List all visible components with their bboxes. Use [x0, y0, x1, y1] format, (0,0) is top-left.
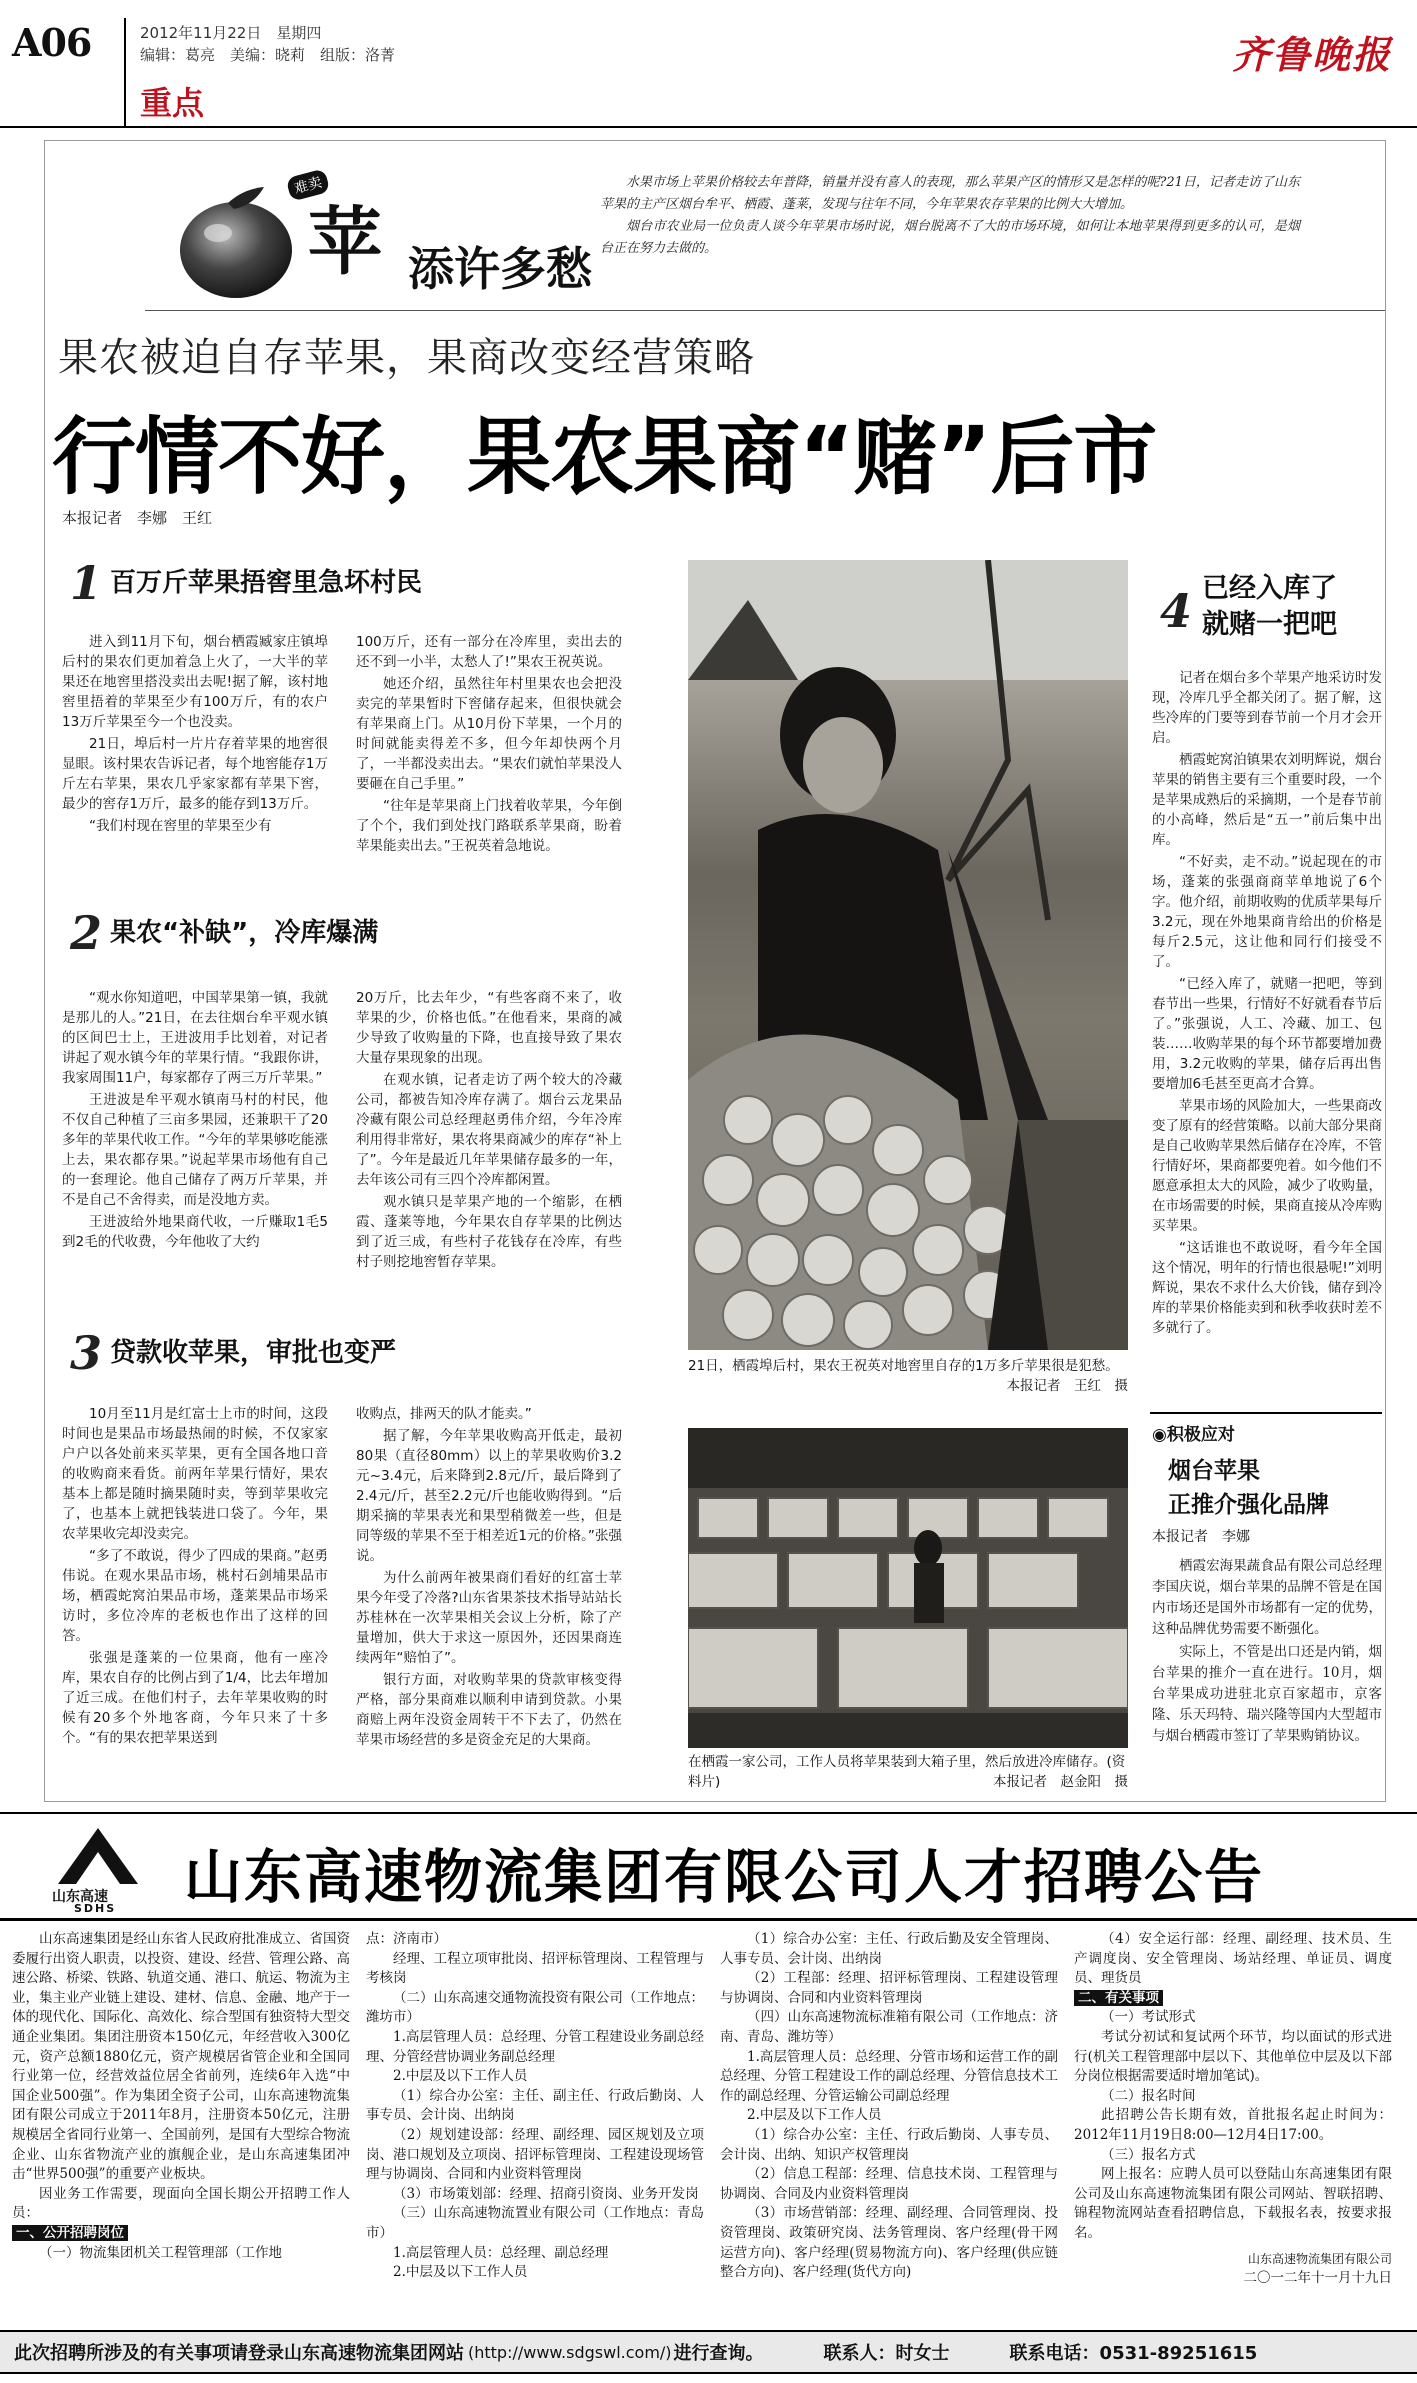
ad-para: （一）物流集团机关工程管理部（工作地: [39, 2244, 282, 2261]
section-4-title-line-2: 就赌一把吧: [1202, 609, 1337, 640]
section-2-col-2: [356, 988, 622, 1274]
section-2-col-1: [62, 988, 328, 1254]
ad-top-rule: [0, 1812, 1417, 1814]
ad-sign-date: 二〇一二年十一月十九日: [1243, 2270, 1392, 2287]
ad-para: 此招聘公告长期有效，首批报名起止时间为：2012年11月19日8:00—12月4日17:00。: [1074, 2107, 1392, 2143]
section-4-title-line-1: 已经入库了: [1202, 573, 1337, 604]
caption-credit: 本报记者 王红 摄: [1006, 1378, 1128, 1394]
paragraph: 观水镇只是苹果产地的一个缩影，在栖霞、蓬莱等地，今年果农自存苹果的比例达到了近三成，有些村子花钱存在冷库，有些村子则挖地窖暂存苹果。: [356, 1194, 622, 1270]
series-title-char: 苹: [308, 199, 382, 285]
section-3-title: 贷款收苹果，审批也变严: [110, 1338, 397, 1368]
ad-para: （三）山东高速物流置业有限公司（工作地点：青岛市）: [366, 2205, 704, 2241]
ad-para: 2.中层及以下工作人员: [393, 2264, 528, 2281]
page-number: A06: [12, 20, 92, 65]
series-rule: [145, 310, 1385, 311]
ad-para: （二）报名时间: [1101, 2087, 1196, 2104]
paragraph: 张强是蓬莱的一位果商，他有一座冷库，果农自存的比例占到了1/4，比去年增加了近三成。在他们村子，去年苹果收购的时候有20多个外地客商，今年只来了十多个。“有的果农把苹果送到: [62, 1650, 328, 1746]
date-text: 2012年11月22日: [140, 24, 262, 42]
ad-para: 1.高层管理人员：总经理、分管市场和运营工作的副总经理、分管工程建设工作的副总经理、分管信息技术工作的副总经理、分管运输公司副总经理: [720, 2048, 1058, 2104]
ad-col-4: [1074, 1930, 1392, 2289]
paragraph: 王进波是牟平观水镇南马村的村民，他不仅自己种植了三亩多果园，还兼职干了20多年的苹果代收工作。“今年的苹果够吃能涨上去，果农都存果。”说起苹果市场他有自己的一套理论。他自己储存了两万斤苹果，并不是自己不舍得卖，而是没地方卖。: [62, 1092, 328, 1208]
article-byline: 本报记者 李娜 王红: [62, 509, 213, 527]
sdhs-logo: [48, 1826, 148, 1916]
footer-contact: 联系人：时女士: [823, 2343, 950, 2364]
article-kicker: 果农被迫自存苹果，果商改变经营策略: [58, 335, 755, 381]
ad-para: （2）工程部：经理、招评标管理岗、工程建设管理与协调岗、合同和内业资料管理岗: [720, 1970, 1058, 2006]
ad-subheading: [1074, 1989, 1392, 2009]
photo-illustration: [688, 1428, 1128, 1748]
series-badge: 难卖: [286, 168, 331, 202]
section-3-number: 3: [70, 1326, 103, 1380]
masthead-rule: [0, 126, 1417, 128]
ad-para: 2.中层及以下工作人员: [747, 2107, 882, 2124]
sidebar-bullet-icon: ◉: [1152, 1425, 1167, 1445]
paragraph: 收购点，排两天的队才能卖。”: [356, 1406, 532, 1422]
sidebar-title-line-2: 正推介强化品牌: [1168, 1492, 1329, 1518]
footer-mid-text: 进行查询。: [673, 2343, 764, 2364]
paragraph: “已经入库了，就赌一把吧，等到春节出一些果，行情好不好就看春节后了。”张强说，人工、冷藏、加工、包装……收购苹果的每个环节都要增加费用，3.2元收购的苹果，储存后再出售要增加6毛甚至更高才合算。: [1152, 976, 1382, 1092]
ad-para: 因业务工作需要，现面向全国长期公开招聘工作人员：: [12, 2185, 350, 2222]
sidebar-label-text: 积极应对: [1166, 1425, 1235, 1445]
section-2-title: 果农“补缺”，冷库爆满: [110, 918, 379, 948]
ad-para: （3）市场策划部：经理、招商引资岗、业务开发岗: [393, 2185, 699, 2202]
section-4-col: [1152, 668, 1382, 1340]
ad-para: （三）报名方式: [1101, 2146, 1196, 2163]
paragraph: 她还介绍，虽然往年村里果农也会把没卖完的苹果暂时下窖储存起来，但很快就会有苹果商上门。从10月份下苹果，一个月的时间就能卖得差不多，但今年却快两个月了，一半都没卖出去。“果农们就怕苹果没人要砸在自己手里。”: [356, 676, 622, 792]
ad-para: 1.高层管理人员：总经理、副总经理: [393, 2244, 609, 2261]
newspaper-logo: 齐鲁晚报: [1232, 32, 1393, 77]
section-1-col-2: [356, 632, 622, 858]
caption-credit: 本报记者 赵金阳 摄: [993, 1774, 1128, 1790]
ad-col-1: [12, 1930, 350, 2263]
ad-para: 网上报名：应聘人员可以登陆山东高速集团有限公司及山东高速物流集团有限公司网站、智联招聘、锦程物流网站查看招聘信息，下载报名表，按要求报名。: [1074, 2166, 1392, 2241]
photo-illustration: [688, 560, 1128, 1350]
ad-title-rule: [0, 1918, 1417, 1921]
masthead-divider: [124, 18, 126, 126]
ad-col-2: [366, 1930, 704, 2283]
ad-para: 点：济南市）: [366, 1931, 447, 1947]
ad-para: （1）综合办公室：主任、行政后勤及安全管理岗、人事专员、会计岗、出纳岗: [720, 1931, 1058, 1967]
section-1-number: 1: [70, 556, 103, 610]
footer-phone: 联系电话：0531-89251615: [1009, 2343, 1258, 2364]
paragraph: 银行方面，对收购苹果的贷款审核变得严格，部分果商难以顺利申请到贷款。小果商赔上两年没资金周转干不下去了，仍然在苹果市场经营的多是资金充足的大果商。: [356, 1672, 622, 1748]
ad-para: （2）信息工程部：经理、信息技术岗、工程管理与协调岗、合同及内业资料管理岗: [720, 2166, 1058, 2202]
intro-para-2: 烟台市农业局一位负责人谈今年苹果市场时说，烟台脱离不了大的市场环境，如何让本地苹果得到更多的认可，是烟台正在努力去做的。: [600, 219, 1300, 256]
logo-en: SDHS: [74, 1902, 117, 1915]
series-logo: [168, 165, 608, 305]
photo-farmer-with-apples: [688, 560, 1128, 1350]
ad-para: 经理、工程立项审批岗、招评标管理岗、工程管理与考核岗: [366, 1950, 704, 1987]
paragraph: 在观水镇，记者走访了两个较大的冷藏公司，都被告知冷库存满了。烟台云龙果品冷藏有限公司总经理赵勇伟介绍，今年冷库利用得非常好，果农将果商减少的库存“补上了”。今年是最近几年苹果储存最多的一年，去年该公司有三四个冷库都闲置。: [356, 1072, 622, 1188]
ad-footer: [0, 2330, 1417, 2374]
sidebar-body: [1152, 1556, 1382, 1749]
ad-para: 1.高层管理人员：总经理、分管工程建设业务副总经理、分管经营协调业务副总经理: [366, 2028, 704, 2065]
section-4-number: 4: [1160, 584, 1193, 638]
paragraph: “观水你知道吧，中国苹果第一镇，我就是那儿的人。”21日，在去往烟台牟平观水镇的区间巴士上，王进波用手比划着，对记者讲起了观水镇今年的苹果行情。“我跟你讲，我家周围11户，每家都存了两三万斤苹果。”: [62, 990, 328, 1086]
ad-heading-2: 二、有关事项: [1074, 1990, 1163, 2006]
photo-2-caption: [688, 1752, 1128, 1792]
footer-url-link[interactable]: (http://www.sdgswl.com/): [468, 2342, 672, 2362]
paragraph: 10月至11月是红富士上市的时间，这段时间也是果品市场最热闹的时候，不仅家家户户以各处前来买苹果，更有全国各地口音的收购商来看货。前两年苹果行情好，果农基本上都是随时摘果随时卖，等到苹果收完了，也基本上就把钱装进口袋了。今年，果农苹果收完却没卖完。: [62, 1406, 328, 1542]
paragraph: 苹果市场的风险加大，一些果商改变了原有的经营策略。以前大部分果商是自己收购苹果然后储存在冷库，不管行情好坏，果商都要兜着。如今他们不愿意承担太大的风险，减少了收购量，在市场需要的时候，果商直接从冷库购买苹果。: [1152, 1098, 1382, 1234]
paragraph: 栖霞蛇窝泊镇果农刘明辉说，烟台苹果的销售主要有三个重要时段，一个是苹果成熟后的采摘期，一个是春节前的小高峰，然后是“五一”前后集中出库。: [1152, 752, 1382, 848]
logo-text: 山东高速: [52, 1889, 108, 1905]
ad-para: （四）山东高速物流标准箱有限公司（工作地点：济南、青岛、潍坊等）: [720, 2009, 1058, 2045]
sidebar-label: [1152, 1420, 1235, 1445]
section-1-title: 百万斤苹果捂窖里急坏村民: [110, 568, 423, 598]
caption-text: 21日，栖霞埠后村，果农王祝英对地窖里自存的1万多斤苹果很是犯愁。: [688, 1358, 1119, 1374]
ad-para: （二）山东高速交通物流投资有限公司（工作地点：潍坊市）: [366, 1989, 704, 2026]
issue-date: [140, 22, 321, 43]
ad-subheading: [12, 2224, 350, 2244]
sidebar-byline: 本报记者 李娜: [1152, 1529, 1250, 1545]
section-1-col-1: [62, 632, 328, 838]
paragraph: 记者在烟台多个苹果产地采访时发现，冷库几乎全都关闭了。据了解，这些冷库的门要等到春节前一个月才会开启。: [1152, 670, 1382, 746]
paragraph: “多了不敢说，得少了四成的果商。”赵勇伟说。在观水果品市场，桃村石剑埔果品市场，栖霞蛇窝泊果品市场，蓬莱果品市场采访时，多位冷库的老板也作出了这样的回答。: [62, 1548, 328, 1644]
paragraph: 为什么前两年被果商们看好的红富士苹果今年受了冷落?山东省果茶技术指导站站长苏桂林在一次苹果相关会议上分析，除了产量增加，供大于求这一原因外，还因果商连续两年“赔怕了”。: [356, 1570, 622, 1666]
photo-1-caption: [688, 1356, 1128, 1396]
paragraph: 20万斤，比去年少，“有些客商不来了，收苹果的少，价格也低。”在他看来，果商的减少导致了收购量的下降，也直接导致了果农大量存果现象的出现。: [356, 990, 622, 1066]
intro-para-1: 水果市场上苹果价格较去年普降，销量并没有喜人的表现，那么苹果产区的情形又是怎样的呢?21日，记者走访了山东苹果的主产区烟台牟平、栖霞、蓬莱，发现与往年不同，今年苹果农存苹果的比例大大增加。: [600, 175, 1300, 212]
paragraph: 进入到11月下旬，烟台栖霞臧家庄镇埠后村的果农们更加着急上火了，一大半的苹果还在地窖里搭没卖出去呢!据了解，该村地窖里捂着的苹果至少有100万斤，有的农户13万斤苹果至今一个也没卖。: [62, 634, 328, 730]
caption-text: 在栖霞一家公司，工作人员将苹果装到大箱子里，然后放进冷库储存。(资料片): [688, 1754, 1126, 1790]
photo-cold-storage: [688, 1428, 1128, 1748]
paragraph: 21日，埠后村一片片存着苹果的地窖很显眼。该村果农告诉记者，每个地窖能存1万斤左右苹果，果农几乎家家都有苹果下窖，最少的窖存1万斤，最多的能存到13万斤。: [62, 736, 328, 812]
ad-para: （1）综合办公室：主任、副主任、行政后勤岗、人事专员、会计岗、出纳岗: [366, 2087, 704, 2124]
ad-para: （3）市场营销部：经理、副经理、合同管理岗、投资管理岗、政策研究岗、法务管理岗、客户经理(骨干网运营方向)、客户经理(贸易物流方向)、客户经理(供应链整合方向)、客户经理(货代方向): [720, 2205, 1058, 2281]
sdhs-logo-icon: [48, 1826, 148, 1886]
edit-credits: 编辑：葛亮 美编：晓莉 组版：洛菁: [140, 46, 396, 64]
ad-para: 考试分初试和复试两个环节，均以面试的形式进行(机关工程管理部中层以下、其他单位中层及以下部分岗位根据需要适时增加笔试)。: [1074, 2028, 1392, 2085]
paragraph: 栖霞宏海果蔬食品有限公司总经理李国庆说，烟台苹果的品牌不管是在国内市场还是国外市场都有一定的优势，这种品牌优势需要不断强化。: [1152, 1558, 1382, 1637]
section-2-number: 2: [70, 906, 103, 960]
paragraph: “我们村现在窖里的苹果至少有: [89, 818, 272, 834]
ad-para: （4）安全运行部：经理、副经理、技术员、生产调度岗、安全管理岗、场站经理、单证员、调度员、理货员: [1074, 1931, 1392, 1987]
ad-signature: 山东高速物流集团有限公司: [1247, 2251, 1392, 2266]
ad-col-3: [720, 1930, 1058, 2283]
ad-para: 2.中层及以下工作人员: [393, 2068, 528, 2085]
ad-para: （1）综合办公室：主任、行政后勤岗、人事专员、会计岗、出纳、知识产权管理岗: [720, 2126, 1058, 2163]
paragraph: 据了解，今年苹果收购高开低走，最初80果（直径80mm）以上的苹果收购价3.2元~3.4元，后来降到2.8元/斤，最后降到了2.4元/斤，甚至2.2元/斤也能收购得到。“后期采摘的苹果表光和果型稍微差一些，但是同等级的苹果不至于相差近1元的价格。”张强说。: [356, 1428, 622, 1564]
sidebar-rule: [1150, 1412, 1382, 1414]
paragraph: 王进波给外地果商代收，一斤赚取1毛5到2毛的代收费，今年他收了大约: [62, 1214, 328, 1250]
ad-title: 山东高速物流集团有限公司人才招聘公告: [184, 1843, 1265, 1911]
series-title-rest: 添许多愁: [408, 242, 592, 296]
ad-para: 山东高速集团是经山东省人民政府批准成立、省国资委履行出资人职责，以投资、建设、经营、管理公路、高速公路、桥梁、铁路、轨道交通、港口、航运、物流为主业，集主业产业链上建设、建材、信息、金融、地产于一体的现代化、国际化、高效化、综合型国有独资特大型交通企业集团。集团注册资本150亿元，年经营收入300亿元，资产总额1880亿元，资产规模居省管企业和全国同行业第一位，经营效益位居全省前列，连续6年入选“中国企业500强”。作为集团全资子公司，山东高速物流集团有限公司成立于2011年8月，注册资本50亿元，注册规模居全省同行业第一、全国前列，是国有大型综合物流企业、山东省物流产业的旗舰企业，是山东高速集团冲击“世界500强”的重要产业板块。: [12, 1931, 350, 2183]
section-3-col-1: [62, 1404, 328, 1750]
paragraph: “往年是苹果商上门找着收苹果，今年倒了个个，我们到处找门路联系苹果商，盼着苹果能卖出去。”王祝英着急地说。: [356, 798, 622, 854]
section-name: 重点: [140, 84, 205, 122]
ad-para: （2）规划建设部：经理、副经理、园区规划及立项岗、港口规划及立项岗、招评标管理岗、工程建设现场管理与协调岗、合同和内业资料管理岗: [366, 2126, 704, 2183]
section-2-heading: [70, 906, 379, 960]
ad-heading-1: 一、公开招聘岗位: [12, 2225, 128, 2241]
weekday-text: 星期四: [276, 24, 322, 42]
section-3-col-2: [356, 1404, 622, 1752]
series-intro: [600, 172, 1300, 260]
ad-para: （一）考试形式: [1101, 2009, 1196, 2026]
paragraph: 实际上，不管是出口还是内销，烟台苹果的推介一直在进行。10月，烟台苹果成功进驻北京百家超市，京客隆、乐天玛特、瑞兴隆等国内大型超市与烟台栖霞市签订了苹果购销协议。: [1152, 1644, 1382, 1744]
footer-left-text: 此次招聘所涉及的有关事项请登录山东高速物流集团网站: [14, 2343, 464, 2364]
section-3-heading: [70, 1326, 397, 1380]
paragraph: “不好卖，走不动。”说起现在的市场，蓬莱的张强商商苹单地说了6个字。他介绍，前期收购的优质苹果每斤3.2元，现在外地果商肯给出的价格是每斤2.5元，这让他和同行们接受不了。: [1152, 854, 1382, 970]
paragraph: “这话谁也不敢说呀，看今年全国这个情况，明年的行情也很悬呢!”刘明辉说，果农不求什么大价钱，储存到冷库的苹果价格能卖到和秋季收获时差不多就行了。: [1152, 1240, 1382, 1336]
paragraph: 100万斤，还有一部分在冷库里，卖出去的还不到一小半，太愁人了!”果农王祝英说。: [356, 634, 622, 670]
section-1-heading: [70, 556, 423, 610]
sidebar-title-line-1: 烟台苹果: [1168, 1458, 1260, 1484]
article-headline: 行情不好，果农果商“赌”后市: [52, 408, 1157, 506]
